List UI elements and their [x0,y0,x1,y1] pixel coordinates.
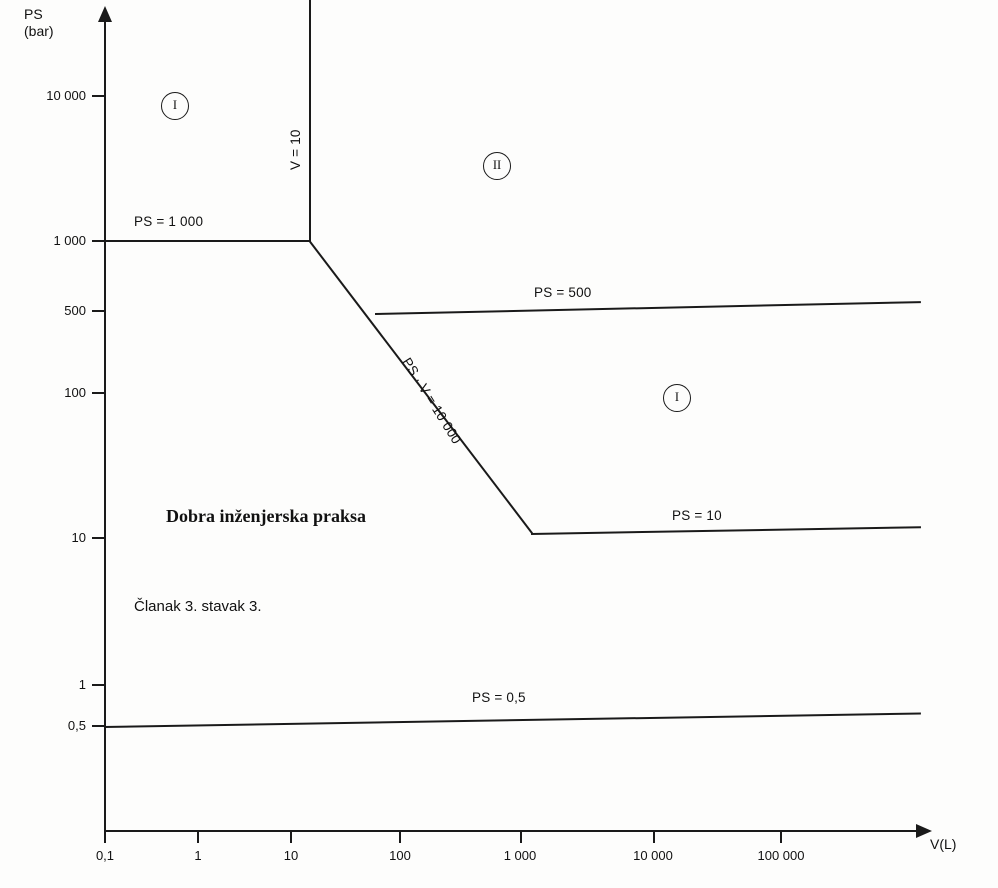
x-label-0-1: 0,1 [95,848,115,863]
curve-label-ps-05: PS = 0,5 [472,690,526,705]
curve-label-ps-500: PS = 500 [534,285,592,300]
x-label-100000: 100 000 [757,848,805,863]
y-axis-title-line1: PS [24,6,43,22]
annotation-good-engineering-practice: Dobra inženjerska praksa [166,506,367,526]
x-axis-line [104,830,924,832]
region-marker-i-upper-left: I [161,92,189,120]
curve-ps-10 [531,526,921,535]
y-tick-1000 [92,240,104,242]
y-axis-title-line2: (bar) [24,23,54,39]
y-label-100-wrap [0,385,86,399]
y-tick-500 [92,310,104,312]
y-label-10-wrap [0,530,86,544]
y-tick-1 [92,684,104,686]
y-tick-05 [92,725,104,727]
y-axis-title [24,6,54,40]
x-axis-title: V(L) [930,836,957,852]
curve-label-ps-1000: PS = 1 000 [134,214,204,229]
x-label-10: 10 [283,848,299,863]
y-label-1: 1 [78,677,86,692]
x-label-1: 1 [194,848,202,863]
curve-ps-500 [375,301,921,315]
curve-v-10 [309,0,311,241]
y-tick-10000 [92,95,104,97]
annotation-article-reference: Članak 3. stavak 3. [134,598,262,615]
x-tick-1000 [520,832,522,843]
curve-ps-1000 [104,240,311,242]
y-tick-100 [92,392,104,394]
x-tick-1 [197,832,199,843]
x-tick-0-1 [104,832,106,843]
x-label-10000: 10 000 [633,848,673,863]
x-tick-100000 [780,832,782,843]
y-label-1-wrap [0,677,86,691]
y-label-10000: 10 000 [46,88,86,103]
y-label-500-wrap [0,303,86,317]
curve-label-ps-v-10000: PS · V = 10 000 [399,355,465,447]
curve-label-ps-10: PS = 10 [672,508,722,523]
x-tick-10 [290,832,292,843]
curve-label-v-10: V = 10 [288,129,303,170]
y-label-05-wrap [0,718,86,732]
y-axis-line [104,18,106,832]
region-marker-ii: II [483,152,511,180]
y-axis-arrow-icon [98,6,112,22]
region-marker-i-right: I [663,384,691,412]
y-label-1000-wrap [0,233,86,247]
y-label-10: 10 [71,530,86,545]
y-label-100: 100 [64,385,86,400]
y-label-500: 500 [64,303,86,318]
y-label-1000: 1 000 [53,233,86,248]
x-tick-100 [399,832,401,843]
x-label-100: 100 [389,848,411,863]
x-label-1000: 1 000 [503,848,537,863]
y-label-10000-wrap [0,88,86,102]
y-tick-10 [92,537,104,539]
curve-ps-05 [104,712,921,728]
x-tick-10000 [653,832,655,843]
y-label-05: 0,5 [67,718,86,733]
